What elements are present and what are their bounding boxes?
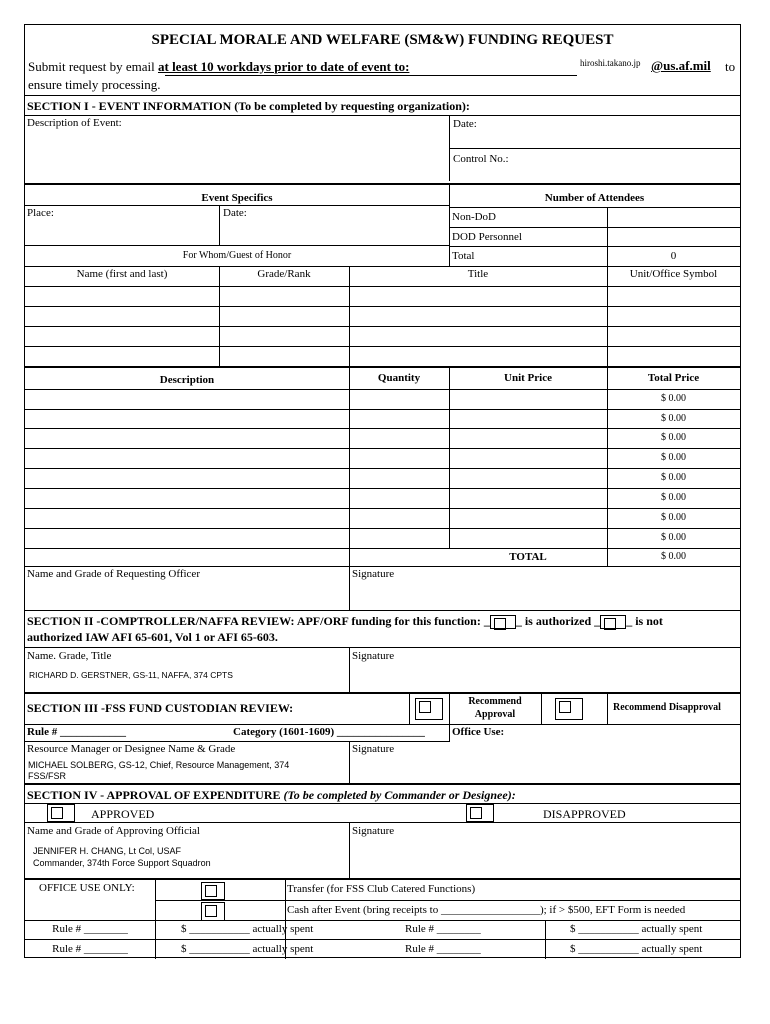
items-total-label: TOTAL bbox=[509, 551, 547, 563]
items-total-price-header: Total Price bbox=[647, 372, 700, 384]
item-price-1: $ 0.00 bbox=[661, 393, 686, 404]
is-not-text: is not bbox=[632, 614, 663, 628]
spent-field-2[interactable]: $ ___________ actually spent bbox=[570, 923, 703, 935]
email-to: to bbox=[725, 59, 736, 74]
approved-label: APPROVED bbox=[91, 807, 155, 821]
cash-after-checkbox[interactable] bbox=[201, 902, 225, 921]
recommend-approval-label-2: Approval bbox=[474, 709, 516, 720]
is-authorized-text: is authorized _ bbox=[521, 614, 601, 628]
section-3-header: SECTION III -FSS FUND CUSTODIAN REVIEW: bbox=[27, 701, 294, 715]
item-price-5: $ 0.00 bbox=[661, 472, 686, 483]
items-unit-price-header: Unit Price bbox=[504, 372, 552, 384]
not-authorized-checkbox[interactable] bbox=[600, 615, 626, 629]
rule-field-4[interactable]: Rule # ________ bbox=[405, 943, 481, 955]
col-title: Title bbox=[467, 268, 489, 280]
email-domain: @us.af.mil bbox=[651, 58, 711, 73]
comptroller-signature-label: Signature bbox=[352, 650, 395, 662]
office-use-label: Office Use: bbox=[452, 726, 505, 738]
item-price-4: $ 0.00 bbox=[661, 452, 686, 463]
control-number-label: Control No.: bbox=[453, 153, 509, 165]
requesting-officer-signature-label: Signature bbox=[352, 568, 395, 580]
section-1-header: SECTION I - EVENT INFORMATION (To be completed by requesting organization): bbox=[27, 99, 470, 113]
rule-field-1[interactable]: Rule # ________ bbox=[52, 923, 128, 935]
recommend-approval-checkbox[interactable] bbox=[415, 698, 443, 720]
resource-manager-signature-label: Signature bbox=[352, 743, 395, 755]
items-total-amount: $ 0.00 bbox=[661, 551, 686, 562]
submit-line-2: ensure timely processing. bbox=[28, 77, 161, 92]
transfer-checkbox[interactable] bbox=[201, 882, 225, 900]
items-quantity-header: Quantity bbox=[377, 372, 421, 384]
recommend-approval-label bbox=[449, 695, 541, 721]
transfer-option: Transfer (for FSS Club Catered Functions) bbox=[287, 883, 476, 895]
funding-request-form bbox=[24, 24, 741, 958]
description-label: Description of Event: bbox=[27, 117, 122, 129]
rule-field-2[interactable]: Rule # ________ bbox=[405, 923, 481, 935]
col-name: Name (first and last) bbox=[76, 268, 168, 280]
approving-official-name: JENNIFER H. CHANG, Lt Col, USAF bbox=[33, 846, 182, 856]
submit-prefix: Submit request by email bbox=[28, 59, 158, 74]
section-2-header-line-2: authorized IAW AFI 65-601, Vol 1 or AFI 65-603. bbox=[27, 630, 278, 644]
item-price-7: $ 0.00 bbox=[661, 512, 686, 523]
approving-official-title: Commander, 374th Force Support Squadron bbox=[33, 858, 211, 868]
section-4-header-text: SECTION IV - APPROVAL OF EXPENDITURE bbox=[27, 788, 284, 802]
approving-official-signature-label: Signature bbox=[352, 825, 395, 837]
authorized-checkbox[interactable] bbox=[490, 615, 516, 629]
approving-official-label: Name and Grade of Approving Official bbox=[27, 825, 200, 837]
office-use-only-label: OFFICE USE ONLY: bbox=[39, 882, 135, 894]
recommend-approval-label-1: Recommend bbox=[468, 696, 522, 707]
col-grade: Grade/Rank bbox=[257, 268, 311, 280]
not-authorized-blank: _ bbox=[626, 614, 633, 628]
authorized-blank-left: _ bbox=[483, 614, 490, 628]
non-dod-label: Non-DoD bbox=[452, 211, 496, 223]
item-price-2: $ 0.00 bbox=[661, 413, 686, 424]
email-user: hiroshi.takano.jp bbox=[580, 58, 641, 68]
item-price-6: $ 0.00 bbox=[661, 492, 686, 503]
recommend-disapproval-checkbox[interactable] bbox=[555, 698, 583, 720]
item-price-8: $ 0.00 bbox=[661, 532, 686, 543]
number-attendees-header: Number of Attendees bbox=[544, 192, 645, 204]
rule-field-3[interactable]: Rule # ________ bbox=[52, 943, 128, 955]
recommend-disapproval-label: Recommend Disapproval bbox=[613, 702, 721, 713]
item-price-3: $ 0.00 bbox=[661, 432, 686, 443]
date-label: Date: bbox=[453, 118, 477, 130]
spent-field-4[interactable]: $ ___________ actually spent bbox=[570, 943, 703, 955]
submit-instructions bbox=[28, 59, 409, 75]
total-attendees-value: 0 bbox=[670, 250, 677, 262]
comptroller-name-label: Name. Grade, Title bbox=[27, 650, 112, 662]
rule-field[interactable]: Rule # ____________ bbox=[27, 726, 126, 738]
authorized-blank-right: _ bbox=[515, 614, 522, 628]
event-specifics-header: Event Specifics bbox=[201, 192, 273, 204]
col-unit: Unit/Office Symbol bbox=[629, 268, 718, 280]
resource-manager-office: FSS/FSR bbox=[28, 771, 67, 781]
disapproved-checkbox[interactable] bbox=[466, 804, 494, 822]
requesting-officer-label: Name and Grade of Requesting Officer bbox=[27, 568, 200, 580]
disapproved-label: DISAPPROVED bbox=[543, 807, 626, 821]
place-label: Place: bbox=[27, 207, 54, 219]
submit-emphasis: at least 10 workdays prior to date of event to: bbox=[157, 59, 410, 74]
resource-manager-name: MICHAEL SOLBERG, GS-12, Chief, Resource Management, 374 bbox=[28, 760, 290, 770]
for-whom-label: For Whom/Guest of Honor bbox=[182, 250, 292, 261]
resource-manager-label: Resource Manager or Designee Name & Grade bbox=[27, 743, 236, 755]
comptroller-name: RICHARD D. GERSTNER, GS-11, NAFFA, 374 CPTS bbox=[29, 670, 233, 680]
spent-field-3[interactable]: $ ___________ actually spent bbox=[181, 943, 314, 955]
section-2-header bbox=[27, 614, 663, 629]
spent-field-1[interactable]: $ ___________ actually spent bbox=[181, 923, 314, 935]
event-date-label: Date: bbox=[223, 207, 247, 219]
total-attendees-label: Total bbox=[452, 250, 475, 262]
approved-checkbox[interactable] bbox=[47, 804, 75, 822]
section-4-header bbox=[27, 788, 516, 803]
dod-personnel-label: DOD Personnel bbox=[452, 231, 522, 243]
form-title: SPECIAL MORALE AND WELFARE (SM&W) FUNDING REQUEST bbox=[151, 32, 614, 48]
category-field[interactable]: Category (1601-1609) ________________ bbox=[233, 726, 425, 738]
cash-after-option: Cash after Event (bring receipts to __________________); if > $500, EFT Form is needed bbox=[287, 904, 686, 916]
items-description-header: Description bbox=[159, 374, 215, 386]
section-4-header-note: (To be completed by Commander or Designee): bbox=[283, 788, 516, 802]
section-2-header-text: SECTION II -COMPTROLLER/NAFFA REVIEW: APF/ORF funding for this function: bbox=[27, 614, 484, 628]
